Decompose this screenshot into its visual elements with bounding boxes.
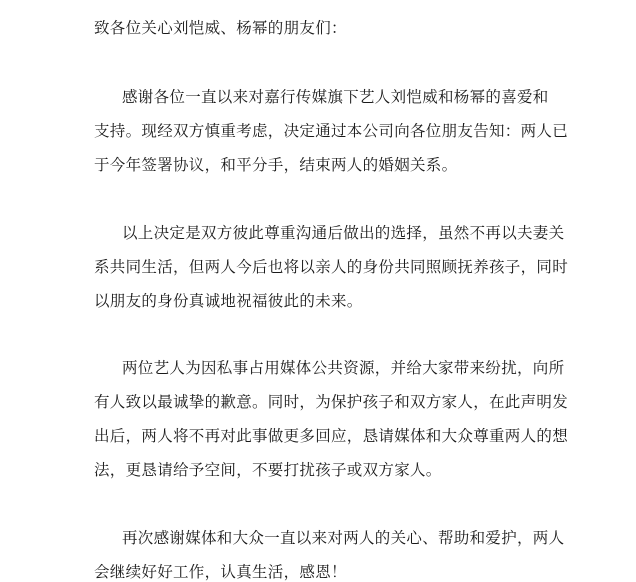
paragraph-line: 以朋友的身份真诚地祝福彼此的未来。	[94, 292, 363, 310]
paragraph-line: 出后，两人将不再对此事做更多回应，恳请媒体和大众尊重两人的想	[94, 427, 569, 445]
salutation: 致各位关心刘恺威、杨幂的朋友们：	[94, 19, 347, 37]
paragraph-line: 法，更恳请给予空间，不要打扰孩子或双方家人。	[94, 461, 442, 479]
paragraph-line: 有人致以最诚挚的歉意。同时，为保护孩子和双方家人，在此声明发	[94, 393, 569, 411]
paragraph-line: 会继续好好工作，认真生活，感恩！	[94, 563, 347, 581]
paragraph-line: 再次感谢媒体和大众一直以来对两人的关心、帮助和爱护，两人	[122, 529, 565, 547]
paragraph-line: 于今年签署协议，和平分手，结束两人的婚姻关系。	[94, 156, 458, 174]
paragraph-line: 以上决定是双方彼此尊重沟通后做出的选择，虽然不再以夫妻关	[122, 224, 565, 242]
paragraph-line: 感谢各位一直以来对嘉行传媒旗下艺人刘恺威和杨幂的喜爱和	[122, 88, 549, 106]
paragraph-line: 支持。现经双方慎重考虑，决定通过本公司向各位朋友告知：两人已	[94, 122, 569, 140]
paragraph-line: 两位艺人为因私事占用媒体公共资源，并给大家带来纷扰，向所	[122, 359, 565, 377]
paragraph-line: 系共同生活，但两人今后也将以亲人的身份共同照顾抚养孩子，同时	[94, 258, 569, 276]
